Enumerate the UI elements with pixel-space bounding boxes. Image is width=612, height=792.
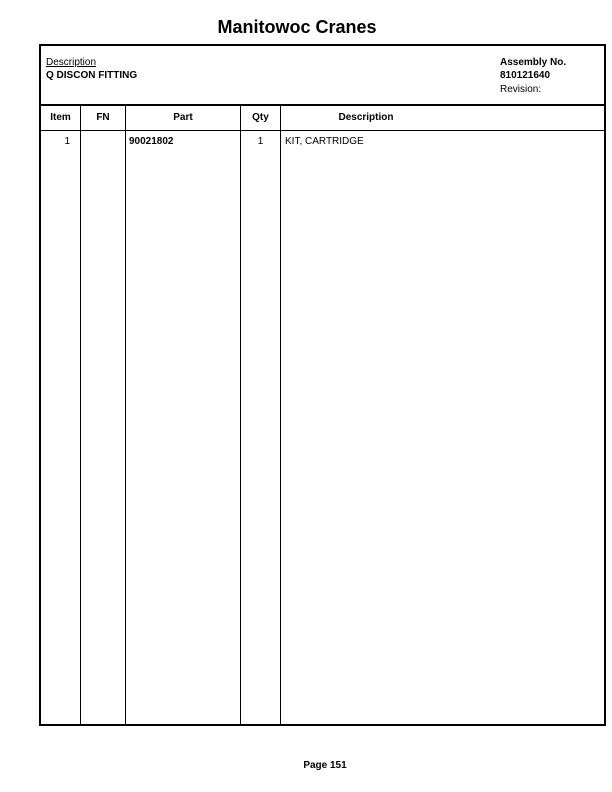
row-item-number: 1 xyxy=(64,136,70,147)
row-description: KIT, CARTRIDGE xyxy=(285,136,364,147)
description-label: Description xyxy=(46,57,97,68)
description-value: Q DISCON FITTING xyxy=(46,70,138,81)
column-header-description: Description xyxy=(338,112,394,123)
column-divider xyxy=(240,106,241,724)
revision-label: Revision: xyxy=(500,84,542,95)
column-divider xyxy=(280,106,281,724)
document-title: Manitowoc Cranes xyxy=(217,17,377,37)
assembly-number-value: 810121640 xyxy=(500,70,551,81)
column-divider xyxy=(125,106,126,724)
row-quantity: 1 xyxy=(257,136,264,147)
assembly-number-label: Assembly No. xyxy=(500,57,567,68)
column-divider xyxy=(80,106,81,724)
page-number: Page 151 xyxy=(303,760,347,771)
column-header-part: Part xyxy=(173,112,193,123)
column-header-fn: FN xyxy=(96,112,110,123)
column-header-item: Item xyxy=(50,112,71,123)
assembly-header xyxy=(41,46,604,106)
row-part-number: 90021802 xyxy=(129,136,174,147)
parts-list-frame xyxy=(39,44,606,726)
column-header-qty: Qty xyxy=(252,112,269,123)
